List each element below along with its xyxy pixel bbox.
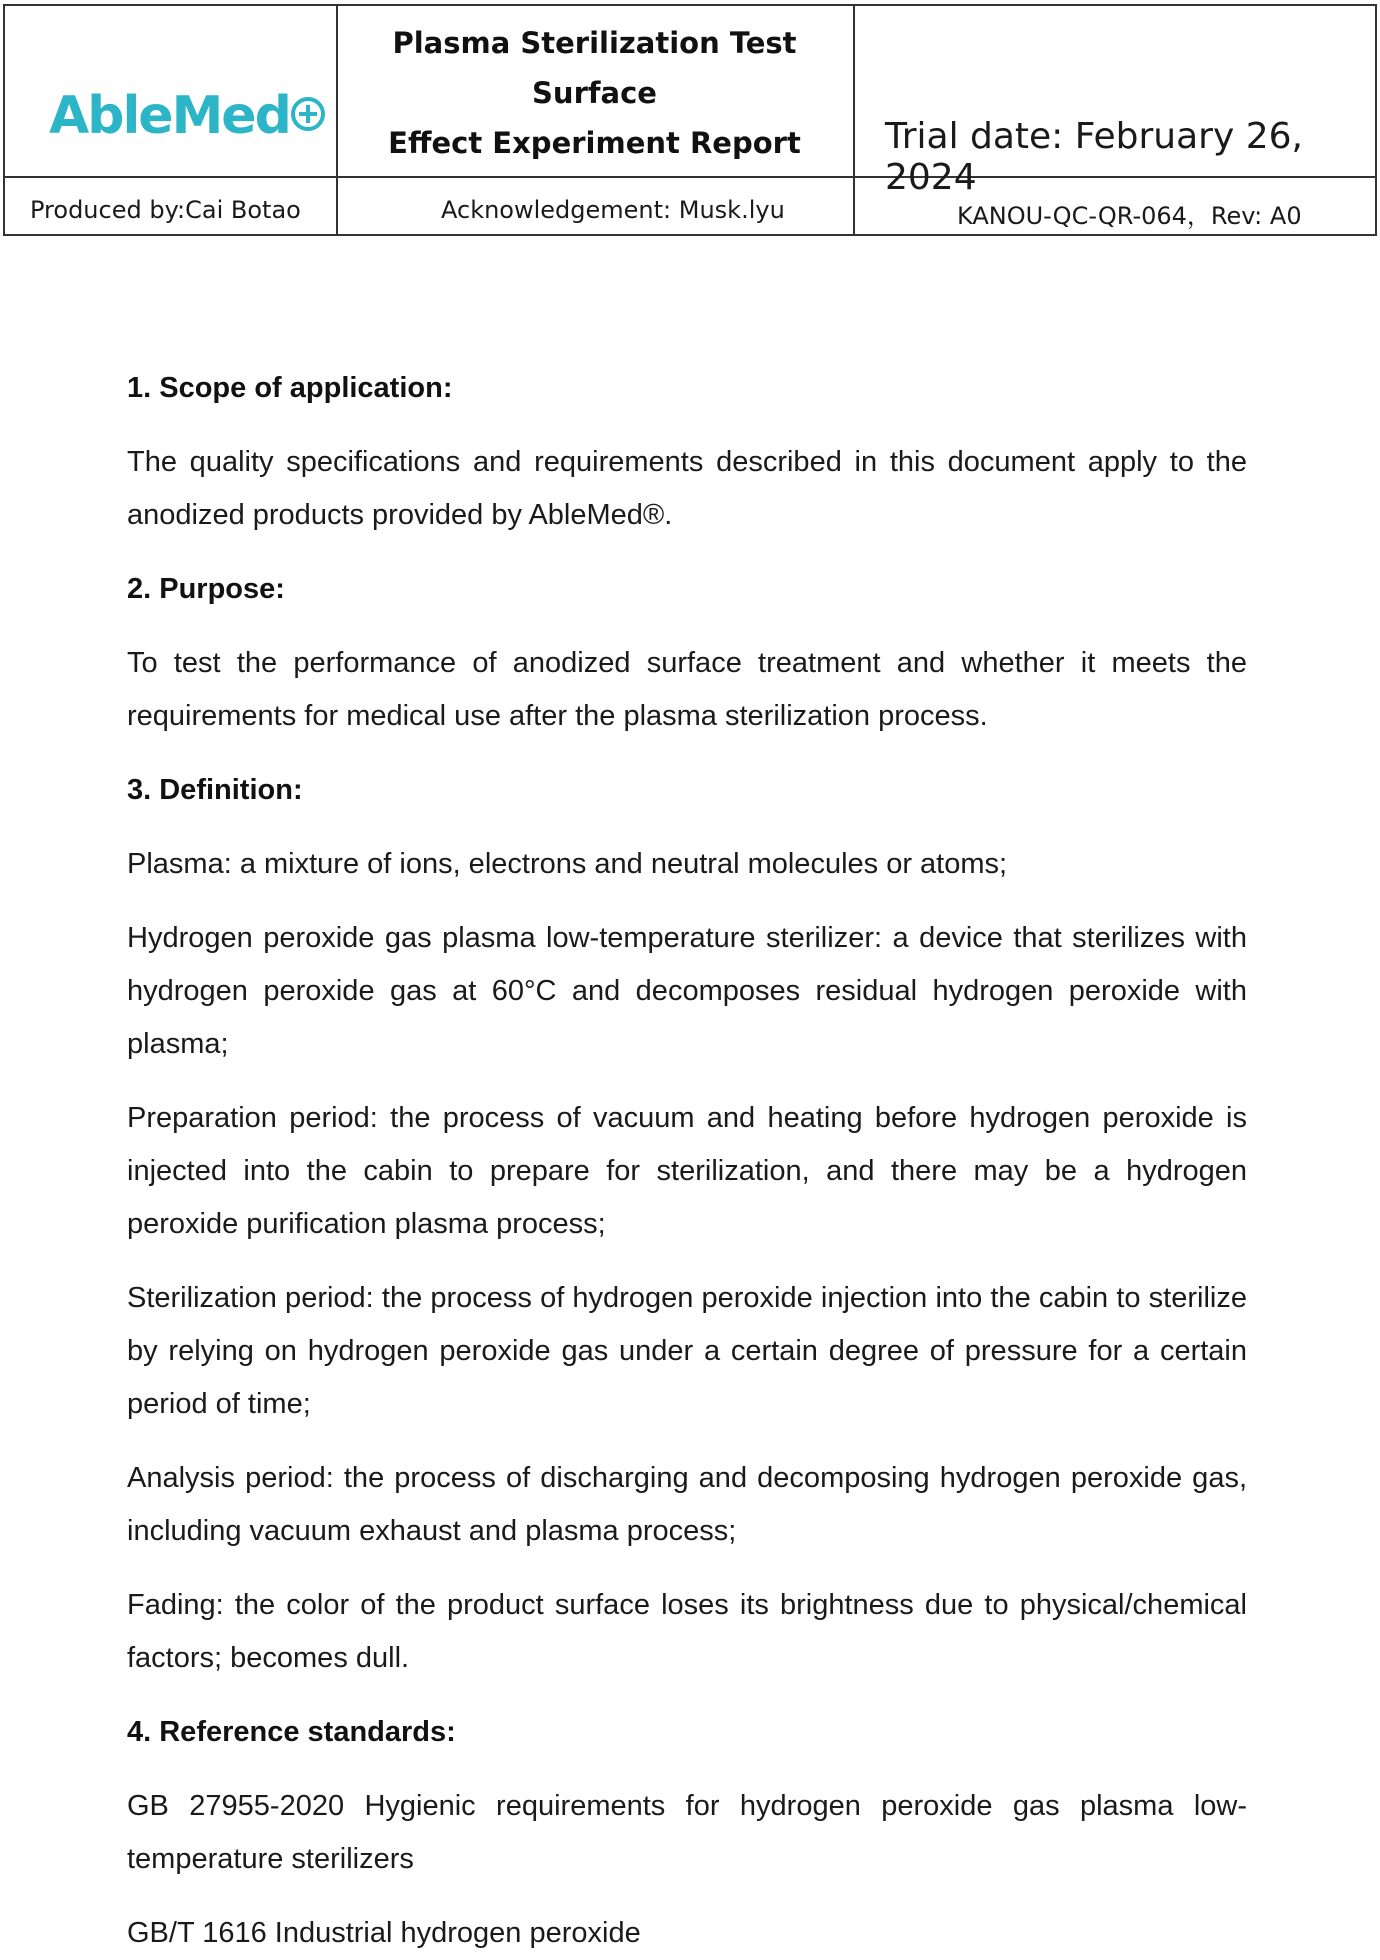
document-code: KANOU-QC-QR-064，Rev: A0: [957, 202, 1302, 230]
paragraph: The quality specifications and requirements described in this document apply to the anodized products provided by AbleMed®.: [127, 446, 1247, 531]
header-divider: [853, 6, 855, 234]
paragraph: Analysis period: the process of discharging and decomposing hydrogen peroxide gas, including vacuum exhaust and plasma process;: [127, 1462, 1247, 1547]
paragraph: Sterilization period: the process of hydrogen peroxide injection into the cabin to sterilize by relying on hydrogen peroxide gas under a certain degree of pressure for a certain period of time;: [127, 1282, 1247, 1420]
section-heading: 4. Reference standards:: [127, 1716, 456, 1748]
trial-date: Trial date: February 26, 2024: [885, 116, 1303, 198]
paragraph: Preparation period: the process of vacuum and heating before hydrogen peroxide is injected into the cabin to prepare for sterilization, and there may be a hydrogen peroxide purification plasma process;: [127, 1102, 1247, 1240]
section-heading: 1. Scope of application:: [127, 372, 453, 404]
report-title: Plasma Sterilization Test Surface Effect Experiment Report: [388, 26, 801, 160]
paragraph: GB/T 1616 Industrial hydrogen peroxide: [127, 1917, 641, 1949]
acknowledgement: Acknowledgement: Musk.lyu: [441, 196, 785, 224]
paragraph: Plasma: a mixture of ions, electrons and neutral molecules or atoms;: [127, 848, 1008, 880]
paragraph: GB 27955-2020 Hygienic requirements for hydrogen peroxide gas plasma low-temperature sterilizers: [127, 1790, 1247, 1875]
paragraph: Hydrogen peroxide gas plasma low-temperature sterilizer: a device that sterilizes with hydrogen peroxide gas at 60°C and decomposes residual hydrogen peroxide with plasma;: [127, 922, 1247, 1060]
produced-by: Produced by:Cai Botao: [30, 196, 301, 224]
section-heading: 2. Purpose:: [127, 573, 285, 605]
report-body: [127, 362, 1247, 1960]
company-logo: AbleMed: [49, 86, 325, 146]
paragraph: To test the performance of anodized surface treatment and whether it meets the requirements for medical use after the plasma sterilization process.: [127, 647, 1247, 732]
medical-cross-icon: [291, 97, 325, 131]
paragraph: Fading: the color of the product surface loses its brightness due to physical/chemical factors; becomes dull.: [127, 1589, 1247, 1674]
document-header-table: [3, 4, 1377, 236]
section-heading: 3. Definition:: [127, 774, 303, 806]
